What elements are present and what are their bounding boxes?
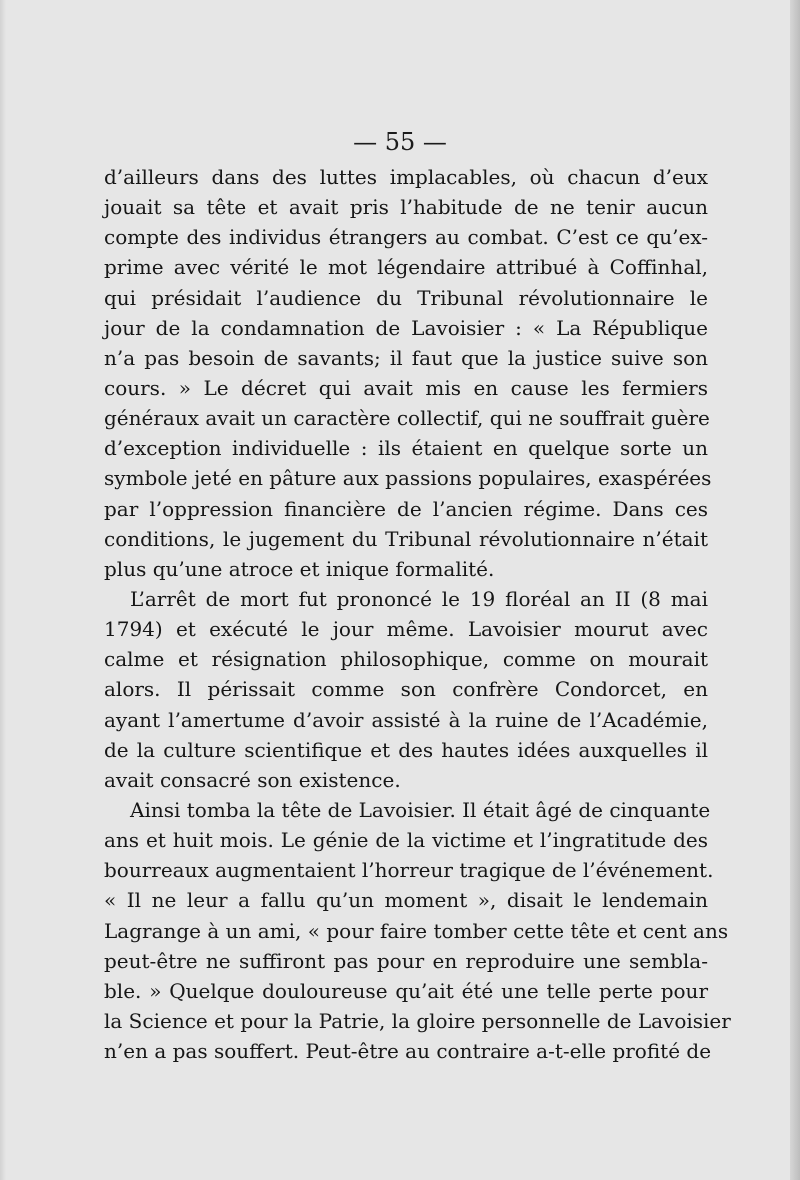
text-line: conditions, le jugement du Tribunal révolutionnaire n’était	[104, 526, 708, 551]
paragraph-first-line: L’arrêt de mort fut prononcé le 19 floréal an II (8 mai	[130, 586, 708, 611]
text-line: par l’oppression financière de l’ancien régime. Dans ces	[104, 496, 708, 521]
text-line: cours. » Le décret qui avait mis en cause les fermiers	[104, 375, 708, 400]
page-left-edge	[0, 0, 6, 1180]
text-line: jour de la condamnation de Lavoisier : « La République	[104, 315, 708, 340]
text-line: peut-être ne suffiront pas pour en reproduire une sembla-	[104, 948, 708, 973]
paragraph-first-line: Ainsi tomba la tête de Lavoisier. Il était âgé de cinquante	[130, 797, 711, 822]
text-line: d’ailleurs dans des luttes implacables, où chacun d’eux	[104, 165, 708, 189]
paragraph-last-line: avait consacré son existence.	[104, 767, 401, 792]
paragraph-last-line: plus qu’une atroce et inique formalité.	[104, 556, 495, 581]
text-line: n’en a pas souffert. Peut-être au contraire a-t-elle profité de	[104, 1039, 712, 1064]
text-line: bourreaux augmentaient l’horreur tragique de l’événement.	[104, 858, 714, 883]
text-line: ble. » Quelque douloureuse qu’ait été une telle perte pour	[104, 978, 708, 1003]
text-line: symbole jeté en pâture aux passions populaires, exaspérées	[104, 466, 712, 491]
text-line: qui présidait l’audience du Tribunal révolutionnaire le	[104, 285, 708, 310]
text-line: compte des individus étrangers au combat. C’est ce qu’ex-	[104, 225, 708, 250]
text-line: Lagrange à un ami, « pour faire tomber cette tête et cent ans	[104, 918, 729, 943]
text-line: prime avec vérité le mot légendaire attribué à Coffinhal,	[104, 255, 708, 280]
text-line: la Science et pour la Patrie, la gloire personnelle de Lavoisier	[104, 1008, 731, 1033]
page-right-edge	[790, 0, 800, 1180]
text-line: ayant l’amertume d’avoir assisté à la ruine de l’Académie,	[104, 707, 708, 732]
text-line: « Il ne leur a fallu qu’un moment », disait le lendemain	[104, 888, 708, 913]
text-line: jouait sa tête et avait pris l’habitude de ne tenir aucun	[104, 195, 708, 220]
text-line: d’exception individuelle : ils étaient en quelque sorte un	[104, 436, 708, 461]
page-number: — 55 —	[353, 128, 447, 156]
text-line: généraux avait un caractère collectif, qui ne souffrait guère	[104, 406, 710, 431]
text-line: 1794) et exécuté le jour même. Lavoisier mourut avec	[104, 617, 708, 642]
body-text	[104, 162, 731, 1066]
text-line: de la culture scientifique et des hautes idées auxquelles il	[104, 737, 708, 762]
text-line: alors. Il périssait comme son confrère Condorcet, en	[104, 677, 708, 702]
text-line: ans et huit mois. Le génie de la victime et l’ingratitude des	[104, 828, 708, 853]
text-line: n’a pas besoin de savants; il faut que la justice suive son	[104, 345, 708, 370]
text-line: calme et résignation philosophique, comme on mourait	[104, 647, 708, 672]
